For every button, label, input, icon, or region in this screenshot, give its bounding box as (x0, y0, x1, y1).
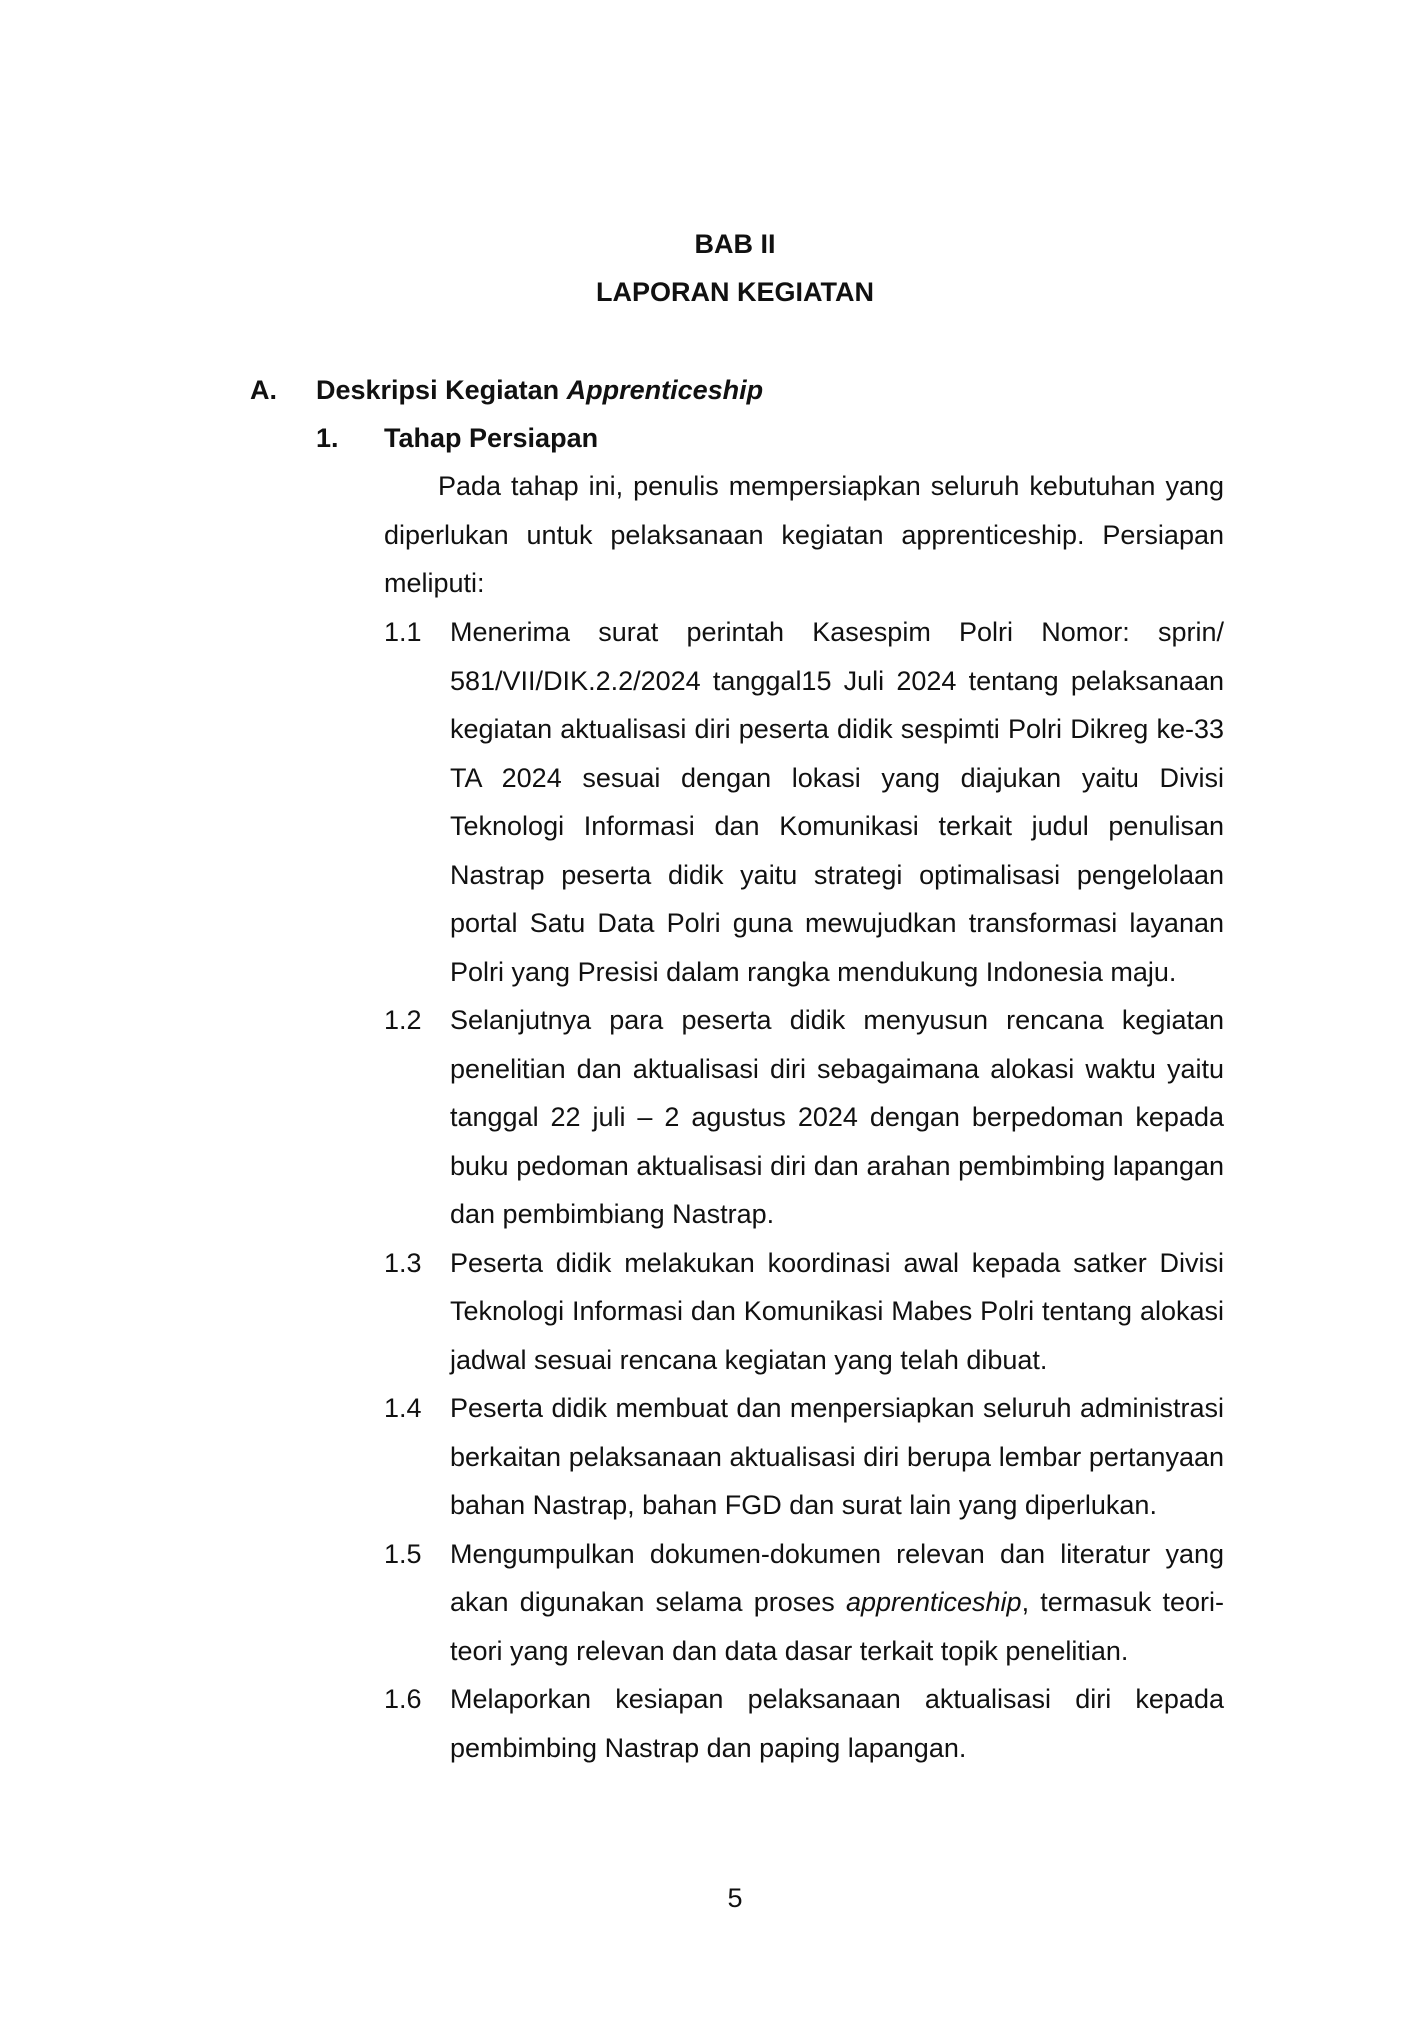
list-item-text (450, 1530, 1224, 1676)
intro-paragraph: Pada tahap ini, penulis mempersiapkan seluruh kebutuhan yang diperlukan untuk pelaksanaan kegiatan apprenticeship. Persiapan meliputi: (384, 471, 1224, 598)
list-item (384, 608, 1224, 996)
list-item (384, 996, 1224, 1239)
section-title-italic: Apprenticeship (566, 375, 764, 405)
list-item-number: 1.5 (384, 1538, 422, 1569)
list-item (384, 1239, 1224, 1385)
list-item-text: Selanjutnya para peserta didik menyusun rencana kegiatan penelitian dan aktualisasi diri sebagaimana alokasi waktu yaitu tanggal 22 juli – 2 agustus 2024 dengan berpedoman kepada buku pedoman aktualisasi diri dan arahan pembimbing lapangan dan pembimbiang Nastrap. (450, 1005, 1224, 1229)
section-heading (250, 366, 763, 414)
list-item-number: 1.3 (384, 1247, 422, 1278)
list-item (384, 1530, 1224, 1676)
list-item-number: 1.1 (384, 617, 422, 647)
chapter-number: BAB II (694, 229, 776, 259)
list-item-text: Peserta didik membuat dan menpersiapkan seluruh administrasi berkaitan pelaksanaan aktualisasi diri berupa lembar pertanyaan bahan Nastrap, bahan FGD dan surat lain yang diperlukan. (450, 1393, 1224, 1520)
list-item-text: Melaporkan kesiapan pelaksanaan aktualisasi diri kepada pembimbing Nastrap dan paping lapangan. (450, 1684, 1224, 1763)
list-item-number: 1.2 (384, 1005, 422, 1035)
list-item-text: Menerima surat perintah Kasespim Polri Nomor: sprin/ 581/VII/DIK.2.2/2024 tanggal15 Juli 2024 tentang pelaksanaan kegiatan aktualisasi diri peserta didik sespimti Polri Dikreg ke-33 TA 2024 sesuai dengan lokasi yang diajukan yaitu Divisi Teknologi Informasi dan Komunikasi terkait judul penulisan Nastrap peserta didik yaitu strategi optimalisasi pengelolaan portal Satu Data Polri guna mewujudkan transformasi layanan Polri yang Presisi dalam rangka mendukung Indonesia maju. (450, 617, 1224, 987)
list-item-text-part: Mengumpulkan dokumen-dokumen relevan dan literatur yang akan digunakan selama proses (450, 1538, 1224, 1617)
subsection-number: 1. (316, 423, 339, 453)
subsection-title: Tahap Persiapan (384, 423, 599, 453)
list-item-text-italic: apprenticeship (845, 1587, 1022, 1617)
section-letter: A. (250, 375, 277, 405)
list-item-number: 1.6 (384, 1684, 422, 1714)
chapter-title: LAPORAN KEGIATAN (596, 277, 874, 307)
list-item (384, 1384, 1224, 1530)
list-item (384, 1675, 1224, 1772)
list-item-text: Peserta didik melakukan koordinasi awal kepada satker Divisi Teknologi Informasi dan Komunikasi Mabes Polri tentang alokasi jadwal sesuai rencana kegiatan yang telah dibuat. (450, 1247, 1224, 1375)
section-title: Deskripsi Kegiatan (316, 375, 567, 405)
preparation-list (384, 608, 1224, 1772)
list-item-text-part: , termasuk teori-teori yang relevan dan data dasar terkait topik penelitian. (450, 1587, 1224, 1666)
page-number: 5 (727, 1883, 743, 1913)
subsection-heading (316, 414, 598, 462)
list-item-number: 1.4 (384, 1393, 422, 1423)
